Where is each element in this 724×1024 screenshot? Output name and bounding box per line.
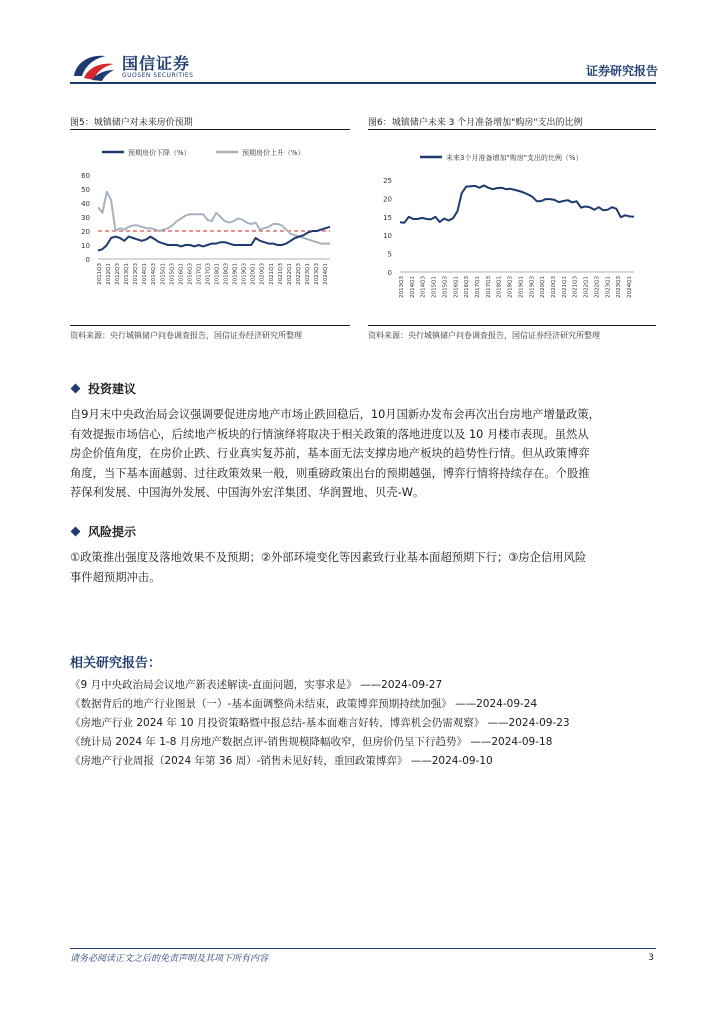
- invest-line: 有效提振市场信心，后续地产板块的行情演绎将取决于相关政策的落地进度以及 10 月楼市表现。虽然从: [70, 427, 589, 441]
- logo-english-name: GUOSEN SECURITIES: [122, 72, 194, 79]
- x-tick-label: 2023Q1: [605, 276, 612, 298]
- risk-heading: [70, 523, 136, 540]
- figure6-source: 资料来源：央行城镇储户问卷调查报告，国信证券经济研究所整理: [368, 331, 600, 340]
- x-tick-label: 2016Q3: [464, 276, 471, 298]
- figure6-top-rule: [368, 129, 656, 130]
- invest-line: 角度，当下基本面越弱、过往政策效果一般，则重磅政策出台的预期越强，博弈行情将持续存在。个股推: [70, 466, 590, 480]
- figure5-chart: [70, 133, 350, 323]
- x-tick-label: 2019Q3: [529, 276, 536, 298]
- y-tick-label: 50: [81, 186, 90, 194]
- x-tick-label: 2015Q3: [442, 276, 449, 298]
- page-number: 3: [648, 953, 654, 963]
- risk-line: ①政策推出强度及落地效果不及预期；②外部环境变化等因素致行业基本面超预期下行；③房企信用风险: [70, 551, 587, 564]
- footer-disclaimer: 请务必阅读正文之后的免责声明及其项下所有内容: [70, 954, 269, 964]
- x-tick-label: 2020Q1: [250, 263, 257, 285]
- risk-line: 事件超预期冲击。: [70, 570, 161, 584]
- figure6-caption: 图6：城镇储户未来 3 个月准备增加"购房"支出的比例: [368, 118, 583, 128]
- figure5-top-rule: [70, 129, 350, 130]
- x-tick-label: 2013Q3: [399, 276, 405, 298]
- x-tick-label: 2015Q1: [160, 263, 167, 285]
- legend-label: 预期房价上升（%）: [242, 149, 305, 157]
- x-tick-label: 2023Q1: [304, 263, 311, 285]
- y-tick-label: 60: [81, 172, 90, 180]
- invest-line: 房企价值角度，在房价止跌、行业真实复苏前，基本面无法支撑房地产板块的趋势性行情。但从政策博弈: [70, 447, 590, 460]
- x-tick-label: 2014Q3: [420, 276, 427, 298]
- figure5-source: 资料来源：央行城镇储户问卷调查报告，国信证券经济研究所整理: [70, 331, 302, 340]
- x-tick-label: 2017Q3: [485, 276, 492, 298]
- figure5-caption: 图5：城镇储户对未来房价预期: [70, 118, 193, 128]
- x-tick-label: 2022Q1: [583, 276, 590, 298]
- series-line-1: [400, 186, 634, 223]
- x-tick-label: 2024Q1: [627, 276, 633, 298]
- y-tick-label: 40: [81, 200, 90, 208]
- y-tick-label: 10: [383, 232, 392, 241]
- y-tick-label: 10: [81, 242, 90, 250]
- x-tick-label: 2023Q3: [616, 276, 623, 298]
- x-tick-label: 2013Q1: [124, 263, 131, 285]
- invest-paragraph: [70, 405, 656, 503]
- figure6-bottom-rule: [368, 325, 656, 326]
- header-divider: [70, 82, 656, 84]
- legend-label: 预期房价下降（%）: [128, 149, 191, 157]
- related-report-link[interactable]: 《房地产行业周报（2024 年第 36 周）-销售未见好转，重回政策博弈》 ——2024-09-10: [70, 755, 493, 767]
- invest-line: 荐保利发展、中国海外发展、中国海外宏洋集团、华润置地、贝壳-W。: [70, 486, 425, 499]
- x-tick-label: 2018Q3: [223, 263, 230, 285]
- risk-heading-text: 风险提示: [88, 525, 137, 539]
- y-tick-label: 15: [383, 213, 392, 222]
- footer-divider: [70, 948, 656, 949]
- x-tick-label: 2016Q1: [453, 276, 460, 298]
- related-report-link[interactable]: 《房地产行业 2024 年 10 月投资策略暨中报总结-基本面难言好转，博弈机会仍需观察》 ——2024-09-23: [70, 717, 570, 729]
- diamond-bullet-icon: [71, 384, 81, 394]
- x-tick-label: 2016Q3: [187, 263, 194, 285]
- figure6-chart: [368, 133, 656, 323]
- x-tick-label: 2019Q3: [241, 263, 248, 285]
- x-tick-label: 2013Q3: [133, 263, 140, 285]
- x-tick-label: 2020Q1: [540, 276, 547, 298]
- logo-chinese-name: 国信证券: [122, 54, 191, 73]
- x-tick-label: 2017Q3: [205, 263, 212, 285]
- x-tick-label: 2021Q1: [561, 276, 568, 298]
- related-report-link[interactable]: 《9 月中央政治局会议地产新表述解读-直面问题，实事求是》 ——2024-09-27: [70, 679, 443, 691]
- x-tick-label: 2023Q3: [313, 263, 320, 285]
- x-tick-label: 2019Q1: [232, 263, 239, 285]
- x-tick-label: 2018Q1: [214, 263, 221, 285]
- x-tick-label: 2022Q3: [295, 263, 302, 285]
- x-tick-label: 2012Q3: [115, 263, 122, 285]
- risk-paragraph: [70, 548, 656, 587]
- x-tick-label: 2019Q1: [518, 276, 525, 298]
- x-tick-label: 2020Q3: [259, 263, 266, 285]
- series-line-1: [98, 227, 330, 251]
- related-report-link[interactable]: 《数据背后的地产行业图景（一）-基本面调整尚未结束，政策博弈预期持续加强》 ——2024-09-24: [70, 698, 538, 710]
- x-tick-label: 2021Q1: [268, 263, 275, 285]
- x-tick-label: 2014Q1: [142, 263, 149, 285]
- x-tick-label: 2014Q1: [409, 276, 416, 298]
- x-tick-label: 2018Q3: [507, 276, 514, 298]
- x-tick-label: 2015Q3: [169, 263, 176, 285]
- x-tick-label: 2020Q3: [551, 276, 557, 298]
- x-tick-label: 2018Q1: [496, 276, 503, 298]
- x-tick-label: 2012Q1: [106, 263, 113, 285]
- company-logo: [70, 50, 210, 84]
- figure5-bottom-rule: [70, 325, 350, 326]
- related-report-link[interactable]: 《统计局 2024 年 1-8 月房地产数据点评-销售规模降幅收窄，但房价仍呈下行趋势》 ——2024-09-18: [70, 736, 553, 748]
- x-tick-label: 2014Q3: [151, 263, 158, 285]
- x-tick-label: 2017Q1: [196, 263, 203, 285]
- invest-line: 自9月末中央政治局会议强调要促进房地产市场止跌回稳后，10月国新办发布会再次出台房地产增量政策，: [70, 408, 600, 421]
- invest-heading-text: 投资建议: [88, 382, 137, 396]
- x-tick-label: 2022Q1: [286, 263, 293, 285]
- x-tick-label: 2017Q1: [475, 276, 481, 298]
- related-reports-heading: 相关研究报告：: [70, 656, 162, 671]
- y-tick-label: 0: [387, 269, 392, 277]
- y-tick-label: 0: [85, 256, 90, 264]
- x-tick-label: 2021Q3: [277, 263, 284, 285]
- x-tick-label: 2015Q1: [431, 276, 438, 298]
- diamond-bullet-icon: [71, 527, 81, 537]
- y-tick-label: 20: [81, 228, 90, 236]
- invest-heading: [70, 380, 136, 397]
- guosen-logo-icon: [70, 50, 118, 84]
- x-tick-label: 2022Q3: [594, 276, 601, 298]
- legend-label: 未来3个月准备增加"购房"支出的比例（%）: [446, 154, 583, 162]
- header-section-title: 证券研究报告: [585, 64, 658, 78]
- x-tick-label: 2011Q3: [97, 263, 103, 285]
- y-tick-label: 5: [387, 250, 392, 259]
- x-tick-label: 2016Q1: [178, 263, 185, 285]
- x-tick-label: 2021Q3: [572, 276, 579, 298]
- y-tick-label: 25: [383, 177, 392, 185]
- y-tick-label: 30: [81, 214, 90, 222]
- series-line-2: [98, 192, 330, 244]
- x-tick-label: 2024Q1: [323, 263, 329, 285]
- y-tick-label: 20: [383, 195, 392, 204]
